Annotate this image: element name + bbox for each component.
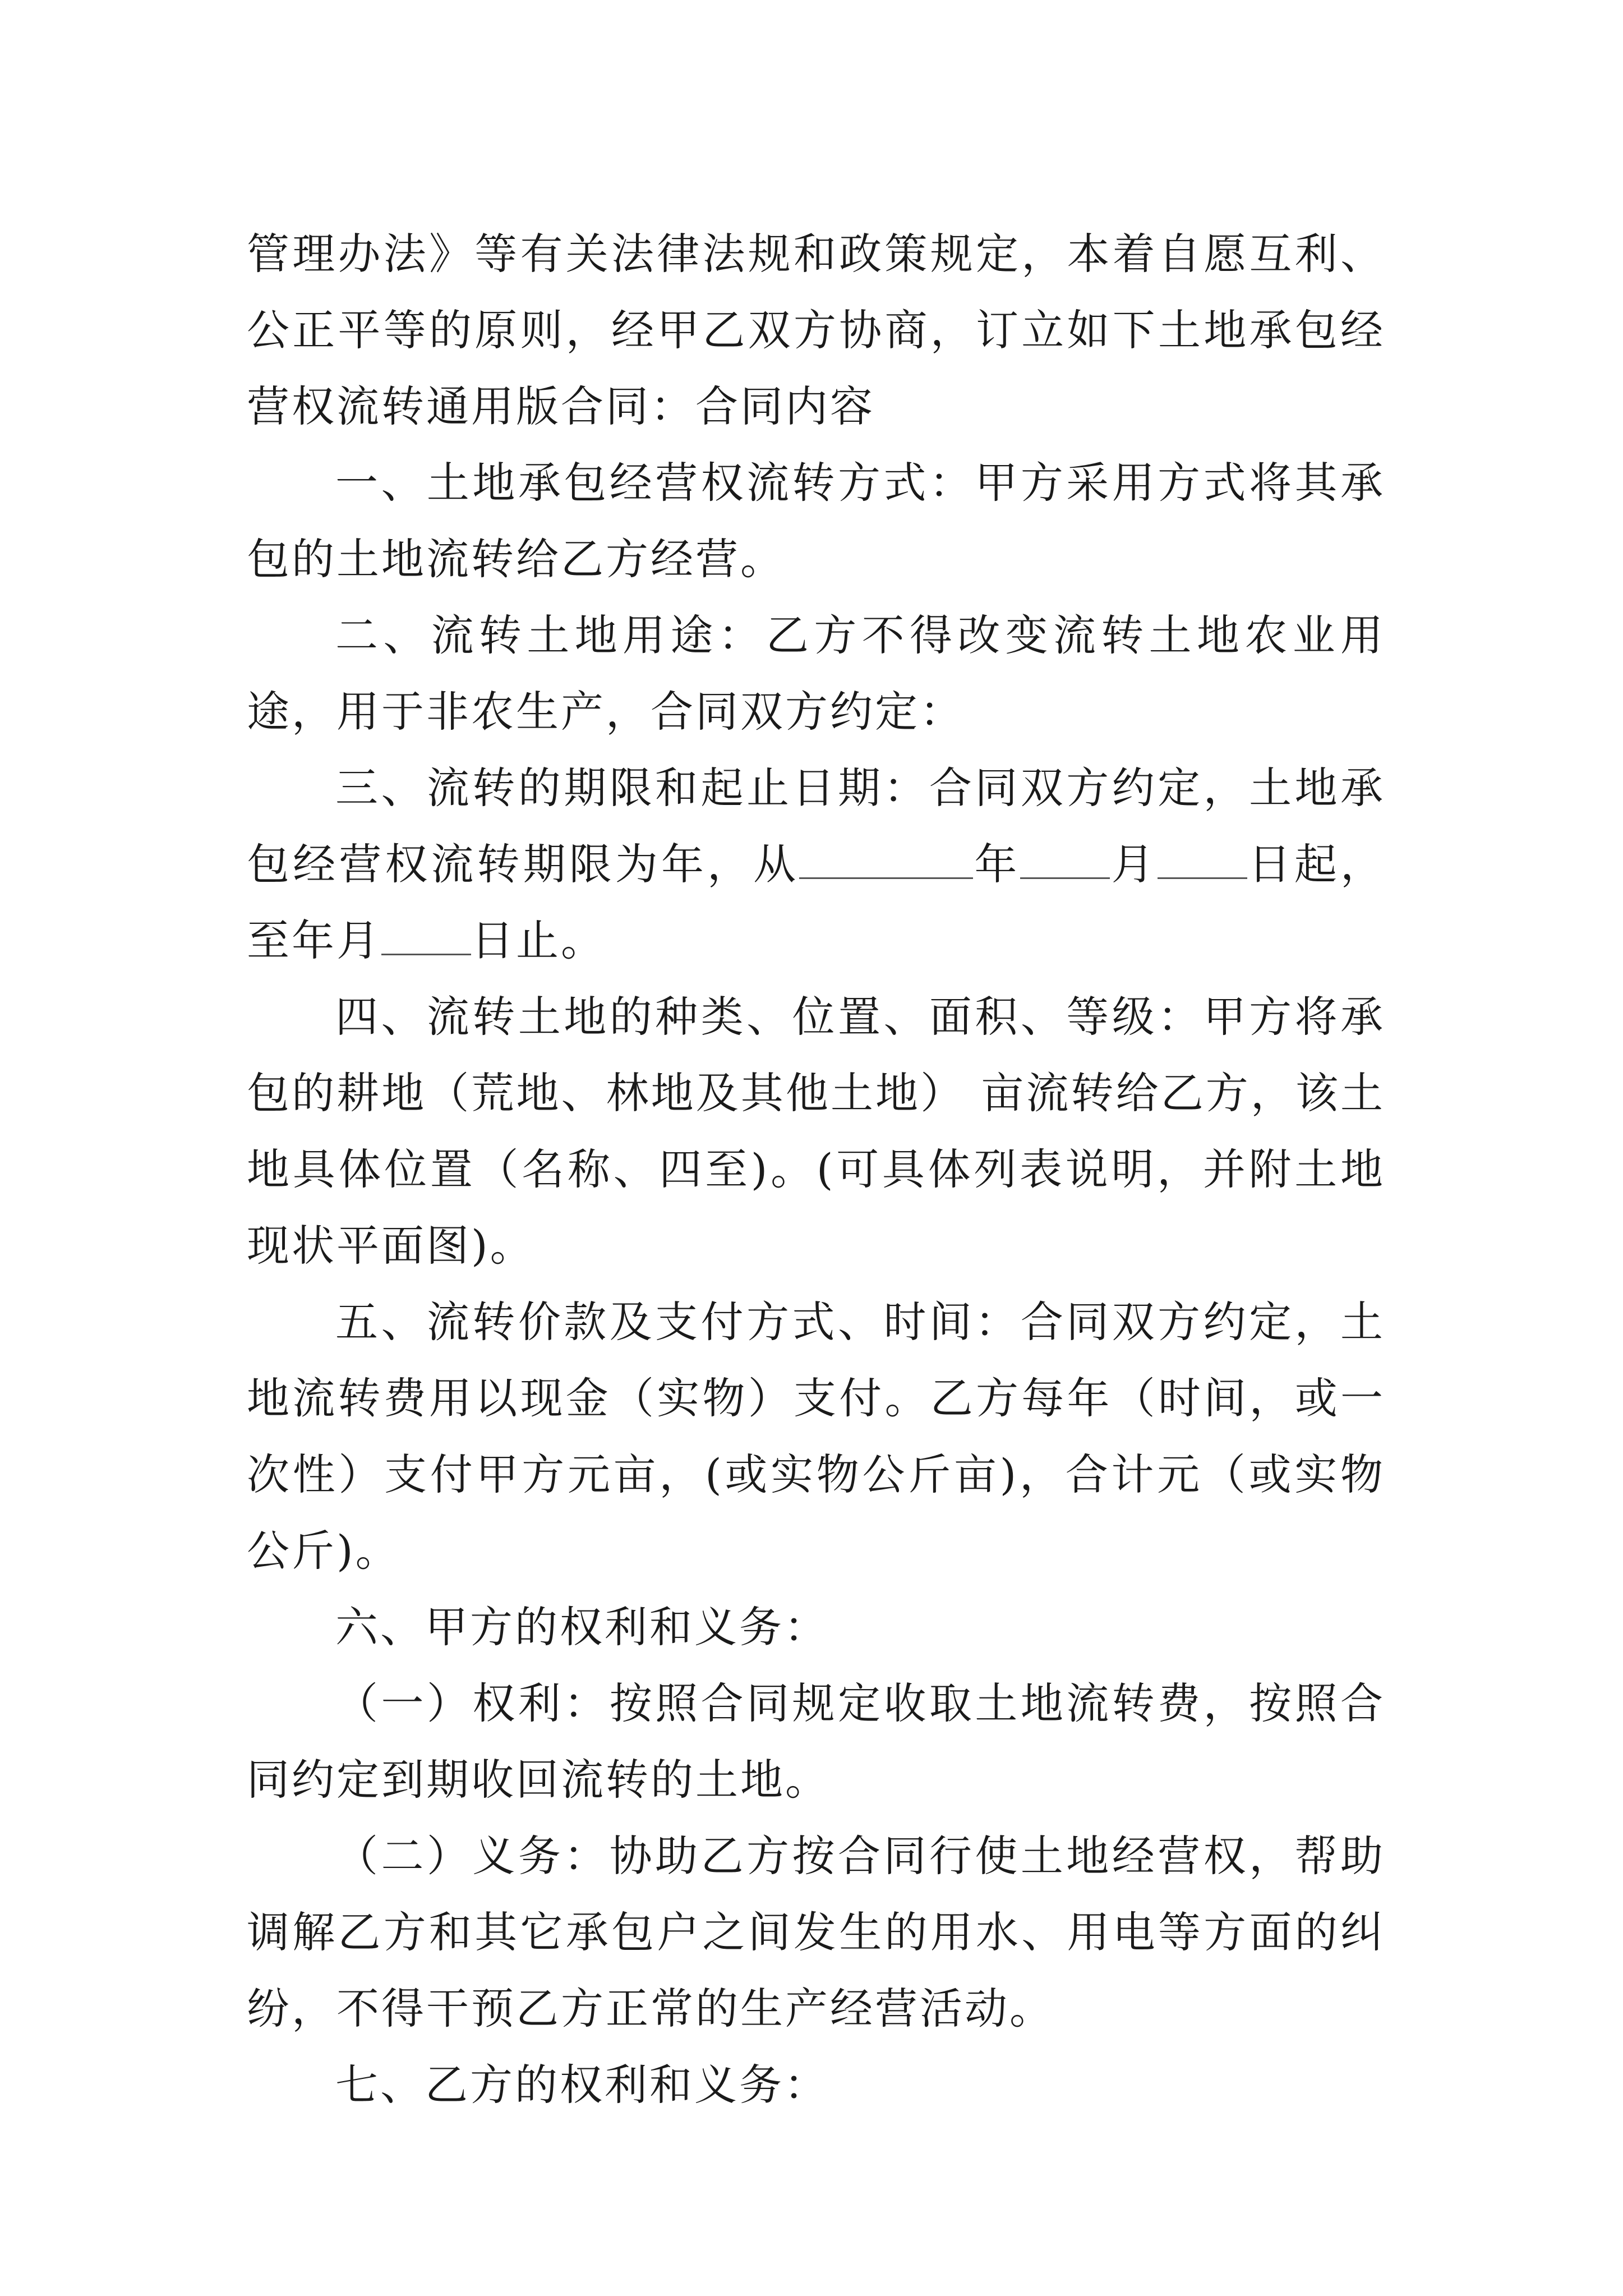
clause-3-text-c: 月 (1110, 839, 1158, 889)
paragraph-clause-6-rights: （一）权利：按照合同规定收取土地流转费，按照合同约定到期收回流转的土地。 (247, 1678, 1385, 1805)
paragraph-clause-5: 五、流转价款及支付方式、时间：合同双方约定，土地流转费用以现金（实物）支付。乙方每年（时间，或一次性）支付甲方元亩，(或实物公斤亩)，合计元（或实物公斤)。 (247, 1297, 1385, 1576)
paragraph-clause-6-duties: （二）义务：协助乙方按合同行使土地经营权，帮助调解乙方和其它承包户之间发生的用水、用电等方面的纠纷，不得干预乙方正常的生产经营活动。 (247, 1831, 1385, 2033)
clause-3-text-e: 日止。 (471, 915, 606, 965)
paragraph-clause-3 (247, 750, 1385, 979)
clause-3-text-a: 三、流转的期限和起止日期：合同双方约定，土地承包经营权流转期限为年，从 (247, 763, 1385, 889)
paragraph-clause-4: 四、流转土地的种类、位置、面积、等级：甲方将承包的耕地（荒地、林地及其他土地） 亩流转给乙方，该土地具体位置（名称、四至)。(可具体列表说明，并附土地现状平面图)。 (247, 992, 1385, 1271)
paragraph-clause-1: 一、土地承包经营权流转方式：甲方采用方式将其承包的土地流转给乙方经营。 (247, 458, 1385, 584)
clause-3-text-d: 日起，至年月 (247, 839, 1386, 965)
blank-start-month (1020, 839, 1110, 879)
paragraph-clause-2: 二、流转土地用途：乙方不得改变流转土地农业用途，用于非农生产，合同双方约定： (247, 610, 1385, 737)
clause-3-text-b: 年 (973, 839, 1021, 889)
contract-body (247, 216, 1385, 2123)
blank-start-day (1158, 839, 1247, 879)
paragraph-clause-7: 七、乙方的权利和义务： (335, 2060, 829, 2110)
paragraph-clause-6: 六、甲方的权利和义务： (335, 1602, 829, 1652)
blank-start-year (799, 839, 973, 879)
paragraph-intro: 管理办法》等有关法律法规和政策规定，本着自愿互利、公正平等的原则，经甲乙双方协商，订立如下土地承包经营权流转通用版合同：合同内容 (247, 229, 1385, 431)
blank-end-day (381, 915, 471, 955)
